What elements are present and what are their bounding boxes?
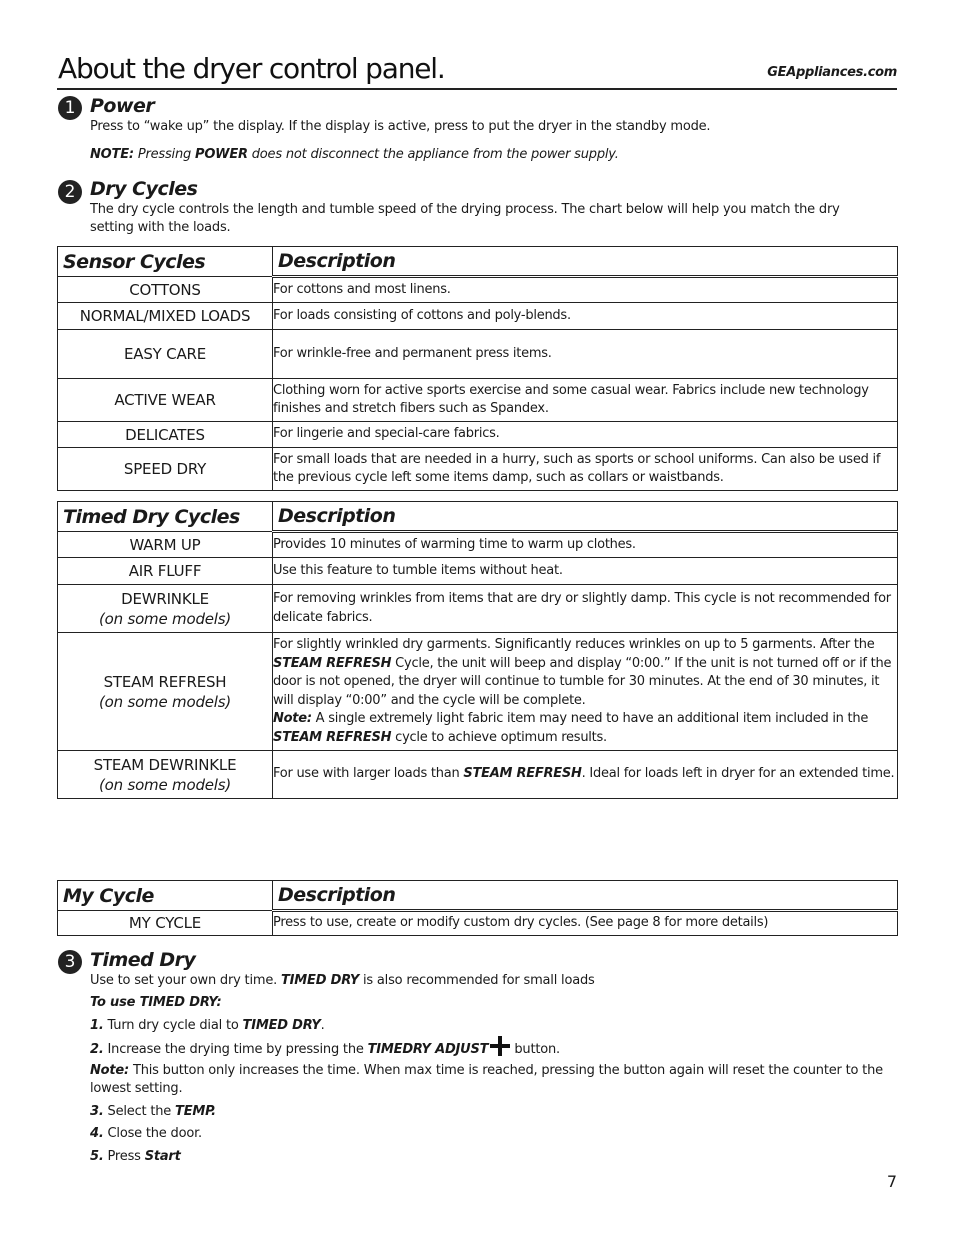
cycle-name-note: (on some models): [98, 692, 232, 711]
cycle-name: AIR FLUFF: [58, 558, 273, 585]
step-2-note: Note: This button only increases the time. When max time is reached, pressing the button again will reset the counter to the lowest setting.: [90, 1063, 883, 1096]
table-row: [58, 277, 898, 303]
table-row: [58, 633, 898, 751]
cycle-name: MY CYCLE: [58, 911, 273, 936]
header-rule: [57, 88, 897, 90]
timed-dry-cycles-header: Timed Dry Cycles: [58, 502, 273, 532]
cycle-name: WARM UP: [58, 532, 273, 558]
dry-cycles-title: Dry Cycles: [90, 178, 198, 200]
power-title: Power: [90, 95, 155, 117]
step-3: 3. Select the TEMP.: [90, 1104, 216, 1119]
table-header-row: [58, 881, 898, 911]
cycle-description: Provides 10 minutes of warming time to warm up clothes.: [273, 532, 898, 558]
cycle-description: Use this feature to tumble items without heat.: [273, 558, 898, 585]
table-row: [58, 751, 898, 799]
cycle-description: For removing wrinkles from items that are dry or slightly damp. This cycle is not recommended for delicate fabrics.: [273, 585, 898, 633]
table-row: [58, 532, 898, 558]
table-row: [58, 379, 898, 422]
table-row: [58, 303, 898, 330]
my-cycle-header: My Cycle: [58, 881, 273, 911]
description-header: Description: [273, 502, 898, 532]
cycle-description: For small loads that are needed in a hurry, such as sports or school uniforms. Can also be used if the previous cycle left some items damp, such as collars or waistbands.: [273, 448, 898, 491]
cycle-name: STEAM REFRESH (on some models): [58, 633, 273, 751]
cycle-description: For slightly wrinkled dry garments. Significantly reduces wrinkles on up to 5 garments. After the STEAM REFRESH Cycle, the unit will beep and display “0:00.” If the unit is not turned off or if the door is not opened, the dryer will continue to tumble for 30 minutes. At the end of 30 minutes, it will display “0:00” and the cycle will be complete. Note: A single extremely light fabric item may need to have an additional item included in the STEAM REFRESH cycle to achieve optimum results.: [273, 633, 898, 751]
step-1: 1. Turn dry cycle dial to TIMED DRY.: [90, 1018, 325, 1033]
cycle-name: DELICATES: [58, 422, 273, 448]
step-2: 2. Increase the drying time by pressing the TIMEDRY ADJUST button.: [90, 1036, 560, 1059]
description-header: Description: [273, 247, 898, 277]
description-header: Description: [273, 881, 898, 911]
cycle-name-note: (on some models): [98, 609, 232, 628]
sensor-cycles-table: [57, 246, 898, 491]
dry-cycles-description: The dry cycle controls the length and tumble speed of the drying process. The chart below will help you match the dry setting with the loads.: [90, 202, 840, 235]
step-5: 5. Press Start: [90, 1149, 181, 1164]
table-row: [58, 330, 898, 379]
section-number-3: 3: [58, 950, 82, 974]
cycle-name: EASY CARE: [58, 330, 273, 379]
cycle-name: STEAM DEWRINKLE (on some models): [58, 751, 273, 799]
section-number-2: 2: [58, 180, 82, 204]
cycle-name: COTTONS: [58, 277, 273, 303]
cycle-name: ACTIVE WEAR: [58, 379, 273, 422]
section-number-1: 1: [58, 96, 82, 120]
cycle-description: For loads consisting of cottons and poly-blends.: [273, 303, 898, 330]
timed-dry-title: Timed Dry: [90, 949, 196, 971]
cycle-description: For cottons and most linens.: [273, 277, 898, 303]
sensor-cycles-header: Sensor Cycles: [58, 247, 273, 277]
table-header-row: [58, 247, 898, 277]
cycle-description: For use with larger loads than STEAM REFRESH. Ideal for loads left in dryer for an extended time.: [273, 751, 898, 799]
page-title: About the dryer control panel.: [58, 52, 445, 85]
timed-dry-intro: Use to set your own dry time. TIMED DRY is also recommended for small loads: [90, 973, 595, 988]
my-cycle-table: [57, 880, 898, 936]
power-note: NOTE: Pressing POWER does not disconnect the appliance from the power supply.: [90, 147, 619, 162]
table-row: [58, 585, 898, 633]
power-description: Press to “wake up” the display. If the display is active, press to put the dryer in the standby mode.: [90, 119, 711, 134]
step-4: 4. Close the door.: [90, 1126, 202, 1141]
table-row: [58, 422, 898, 448]
cycle-description: Clothing worn for active sports exercise and some casual wear. Fabrics include new technology finishes and stretch fibers such as Spandex.: [273, 379, 898, 422]
to-use-heading: To use TIMED DRY:: [90, 995, 222, 1010]
plus-icon: [490, 1036, 510, 1056]
website-label: GEAppliances.com: [767, 65, 897, 80]
cycle-name: DEWRINKLE (on some models): [58, 585, 273, 633]
timed-dry-cycles-table: [57, 501, 898, 799]
table-row: [58, 448, 898, 491]
cycle-description: For wrinkle-free and permanent press items.: [273, 330, 898, 379]
page-number: 7: [886, 1172, 897, 1191]
cycle-name-note: (on some models): [98, 775, 232, 794]
table-row: [58, 558, 898, 585]
table-header-row: [58, 502, 898, 532]
cycle-description: Press to use, create or modify custom dry cycles. (See page 8 for more details): [273, 911, 898, 936]
cycle-name: SPEED DRY: [58, 448, 273, 491]
cycle-name: NORMAL/MIXED LOADS: [58, 303, 273, 330]
table-row: [58, 911, 898, 936]
cycle-description: For lingerie and special-care fabrics.: [273, 422, 898, 448]
